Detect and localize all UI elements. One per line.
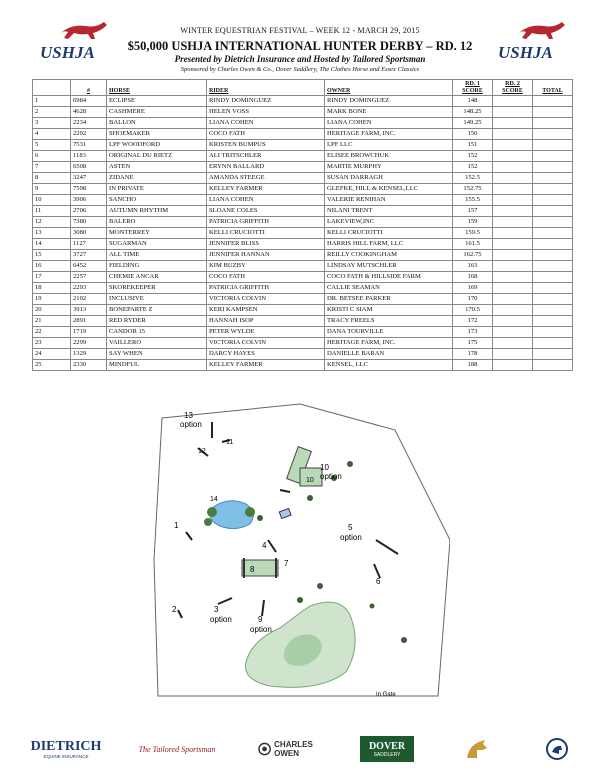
rd1-score-cell: 188 — [453, 360, 493, 371]
horse-head-icon — [461, 738, 491, 760]
jump-6-label: 6 — [376, 577, 381, 586]
owner-cell: KRISTI C SIAM — [325, 305, 453, 316]
table-row — [33, 217, 573, 228]
jump-12-label: 12 — [198, 448, 206, 455]
horse-cell: SUGARMAN — [107, 239, 207, 250]
table-row — [33, 349, 573, 360]
rd2-score-cell — [493, 184, 533, 195]
rider-cell: PETER WYLDE — [207, 327, 325, 338]
rd2-score-cell — [493, 272, 533, 283]
place-cell: 23 — [33, 338, 71, 349]
jump-3-option: option — [210, 615, 232, 624]
rd2-score-cell — [493, 107, 533, 118]
rider-cell: KELLI CRUCIOTTI — [207, 228, 325, 239]
rd1-score-cell: 148.25 — [453, 107, 493, 118]
table-row — [33, 162, 573, 173]
table-row — [33, 294, 573, 305]
rider-cell: JENNIFER HANNAN — [207, 250, 325, 261]
table-row — [33, 107, 573, 118]
rd2-score-cell — [493, 118, 533, 129]
charles-owen-emblem-icon — [258, 742, 271, 756]
owner-cell: DANIELLE BARAN — [325, 349, 453, 360]
place-cell: 20 — [33, 305, 71, 316]
total-cell — [533, 360, 573, 371]
rd1-score-cell: 148 — [453, 96, 493, 107]
owner-cell: HARRIS HILL FARM, LLC — [325, 239, 453, 250]
col-place — [33, 80, 71, 96]
total-cell — [533, 151, 573, 162]
rider-cell: SLOANE COLES — [207, 206, 325, 217]
col-total: TOTAL — [533, 80, 573, 96]
bank-8 — [242, 560, 278, 576]
place-cell: 13 — [33, 228, 71, 239]
rd1-score-cell: 175 — [453, 338, 493, 349]
col-owner: OWNER — [325, 80, 453, 96]
rd2-score-cell — [493, 217, 533, 228]
table-row — [33, 118, 573, 129]
total-cell — [533, 316, 573, 327]
table-row — [33, 173, 573, 184]
total-cell — [533, 250, 573, 261]
bib-number-cell: 2293 — [71, 283, 107, 294]
place-cell: 22 — [33, 327, 71, 338]
total-cell — [533, 173, 573, 184]
total-cell — [533, 283, 573, 294]
owner-cell: LINDSAY MUTSCHLER — [325, 261, 453, 272]
table-row — [33, 327, 573, 338]
table-header-row — [33, 80, 573, 96]
rd1-score-cell: 159 — [453, 217, 493, 228]
results-table — [32, 79, 573, 371]
jump-9-label: 9 — [258, 615, 263, 624]
horse-cell: AUTUMN RHYTHM — [107, 206, 207, 217]
rider-cell: VICTORIA COLVIN — [207, 294, 325, 305]
owner-cell: ELISEE BROWCHUK — [325, 151, 453, 162]
owner-cell: REILLY COOKINGHAM — [325, 250, 453, 261]
jump-5-option: option — [340, 533, 362, 542]
owner-cell: TRACY FREELS — [325, 316, 453, 327]
owner-cell: DANA TOURVILLE — [325, 327, 453, 338]
jump-9-option: option — [250, 625, 272, 634]
owner-cell: KENSEL, LLC — [325, 360, 453, 371]
table-row — [33, 184, 573, 195]
total-cell — [533, 239, 573, 250]
col-rd2-score: RD. 2 SCORE — [493, 80, 533, 96]
sponsor-strip — [0, 732, 600, 766]
table-row — [33, 261, 573, 272]
total-cell — [533, 338, 573, 349]
bib-number-cell: 4628 — [71, 107, 107, 118]
horse-cell: LPF WOODFORD — [107, 140, 207, 151]
rider-cell: KELLEY FARMER — [207, 184, 325, 195]
rd1-score-cell: 169 — [453, 283, 493, 294]
rider-cell: ERYNN BALLARD — [207, 162, 325, 173]
total-cell — [533, 118, 573, 129]
total-cell — [533, 162, 573, 173]
place-cell: 25 — [33, 360, 71, 371]
bib-number-cell: 3906 — [71, 195, 107, 206]
rd2-score-cell — [493, 151, 533, 162]
place-cell: 7 — [33, 162, 71, 173]
rd2-score-cell — [493, 360, 533, 371]
essex-seal-icon — [545, 737, 569, 761]
jump-2-label: 2 — [172, 605, 177, 614]
table-row — [33, 195, 573, 206]
bib-number-cell: 7380 — [71, 217, 107, 228]
bib-number-cell: 6452 — [71, 261, 107, 272]
total-cell — [533, 261, 573, 272]
owner-cell: MARK BONE — [325, 107, 453, 118]
jump-10-option: option — [320, 472, 342, 481]
sponsored-by-line: Sponsored by Charles Owen & Co., Dover Saddlery, The Clothes Horse and Essex Classics — [180, 66, 420, 73]
table-row — [33, 206, 573, 217]
bib-number-cell: 6508 — [71, 162, 107, 173]
rd2-score-cell — [493, 173, 533, 184]
col-rd1-score: RD. 1 SCORE — [453, 80, 493, 96]
table-row — [33, 316, 573, 327]
ushja-logo-left — [30, 20, 116, 62]
bib-number-cell: 3913 — [71, 305, 107, 316]
place-cell: 14 — [33, 239, 71, 250]
horse-cell: RED RYDER — [107, 316, 207, 327]
owner-cell: LIANA COHEN — [325, 118, 453, 129]
total-cell — [533, 129, 573, 140]
charles-owen-logo: CHARLES OWEN — [258, 732, 336, 766]
rider-cell: KERI KAMPSEN — [207, 305, 325, 316]
place-cell: 6 — [33, 151, 71, 162]
horse-cell: CHEMIE ANCAR — [107, 272, 207, 283]
total-cell — [533, 96, 573, 107]
horse-cell: ZIDANE — [107, 173, 207, 184]
horse-cell: BALLON — [107, 118, 207, 129]
horse-cell: VAILLERO — [107, 338, 207, 349]
horse-cell: ECLIPSE — [107, 96, 207, 107]
rd1-score-cell: 173 — [453, 327, 493, 338]
rd2-score-cell — [493, 283, 533, 294]
rider-cell: AMANDA STEEGE — [207, 173, 325, 184]
rd1-score-cell: 172 — [453, 316, 493, 327]
class-title: $50,000 USHJA INTERNATIONAL HUNTER DERBY – RD. 12 — [127, 39, 473, 53]
owner-cell: RINDY DOMINGUEZ — [325, 96, 453, 107]
rider-cell: DARCY HAYES — [207, 349, 325, 360]
jump-3-label: 3 — [214, 605, 219, 614]
table-row — [33, 250, 573, 261]
total-cell — [533, 107, 573, 118]
rd1-score-cell: 151 — [453, 140, 493, 151]
ushja-logo-left-text: USHJA — [40, 43, 95, 62]
owner-cell: HERITAGE FARM, INC. — [325, 129, 453, 140]
jump-1-label: 1 — [174, 521, 179, 530]
jump-8-label: 8 — [250, 565, 255, 574]
rider-cell: COCO FATH — [207, 272, 325, 283]
rider-cell: KRISTEN BUMPUS — [207, 140, 325, 151]
jump-13-option: option — [180, 420, 202, 429]
jump-14-label: 14 — [210, 496, 218, 503]
jump-4-label: 4 — [262, 541, 267, 550]
rd1-score-cell: 152 — [453, 162, 493, 173]
rider-cell: KIM BUZBY — [207, 261, 325, 272]
rider-cell: JENNIFER BLISS — [207, 239, 325, 250]
horse-cell: MONTERREY — [107, 228, 207, 239]
bib-number-cell: 2292 — [71, 129, 107, 140]
owner-cell: MARTIE MURPHY — [325, 162, 453, 173]
rider-cell: LIANA COHEN — [207, 195, 325, 206]
rd1-score-cell: 162.75 — [453, 250, 493, 261]
rider-cell: HELEN VOSS — [207, 107, 325, 118]
table-row — [33, 129, 573, 140]
bib-number-cell: 2102 — [71, 294, 107, 305]
owner-cell: VALERIE RENIHAN — [325, 195, 453, 206]
bib-number-cell: 2257 — [71, 272, 107, 283]
rider-cell: RINDY DOMINGUEZ — [207, 96, 325, 107]
table-row — [33, 272, 573, 283]
jump-13-label: 13 — [184, 411, 193, 420]
rider-cell: ALI TRITSCHLER — [207, 151, 325, 162]
horse-cell: FIELDING — [107, 261, 207, 272]
table-row — [33, 228, 573, 239]
col-rider: RIDER — [207, 80, 325, 96]
table-row — [33, 239, 573, 250]
rd2-score-cell — [493, 195, 533, 206]
rd1-score-cell: 157 — [453, 206, 493, 217]
rd1-score-cell: 159.5 — [453, 228, 493, 239]
table-row — [33, 338, 573, 349]
table-row — [33, 140, 573, 151]
jump-10-label: 10 — [320, 463, 329, 472]
place-cell: 1 — [33, 96, 71, 107]
bib-number-cell: 2299 — [71, 338, 107, 349]
horse-cell: IN PRIVATE — [107, 184, 207, 195]
total-cell — [533, 184, 573, 195]
place-cell: 12 — [33, 217, 71, 228]
bib-number-cell: 2706 — [71, 206, 107, 217]
bib-number-cell: 7531 — [71, 140, 107, 151]
bib-number-cell: 7598 — [71, 184, 107, 195]
rd1-score-cell: 163 — [453, 261, 493, 272]
total-cell — [533, 217, 573, 228]
jump-5-label: 5 — [348, 523, 353, 532]
horse-cell: CANDOR 15 — [107, 327, 207, 338]
owner-cell: NILANI TRENT — [325, 206, 453, 217]
rd1-score-cell: 170.5 — [453, 305, 493, 316]
horse-cell: ASTEN — [107, 162, 207, 173]
rd2-score-cell — [493, 338, 533, 349]
rd1-score-cell: 150 — [453, 129, 493, 140]
horse-cell: INCLUSIVE — [107, 294, 207, 305]
rider-cell: KELLEY FARMER — [207, 360, 325, 371]
rd2-score-cell — [493, 239, 533, 250]
rd2-score-cell — [493, 327, 533, 338]
place-cell: 21 — [33, 316, 71, 327]
rd2-score-cell — [493, 250, 533, 261]
rd1-score-cell: 170 — [453, 294, 493, 305]
dietrich-logo: DIETRICH EQUINE INSURANCE — [30, 738, 102, 759]
tailored-sportsman-logo: The Tailored Sportsman — [138, 744, 216, 754]
bib-number-cell: 6984 — [71, 96, 107, 107]
total-cell — [533, 349, 573, 360]
owner-cell: HERITAGE FARM, INC. — [325, 338, 453, 349]
rider-cell: COCO FATH — [207, 129, 325, 140]
rd1-score-cell: 152.5 — [453, 173, 493, 184]
owner-cell: LAKEVIEW,INC — [325, 217, 453, 228]
horse-cell: SAY WHEN — [107, 349, 207, 360]
place-cell: 9 — [33, 184, 71, 195]
essex-classics-logo — [542, 732, 572, 766]
presented-by-line: Presented by Dietrich Insurance and Hosted by Tailored Sportsman — [174, 54, 426, 64]
horse-cell: SANCHO — [107, 195, 207, 206]
horse-cell: ORIGINAL DU RIETZ — [107, 151, 207, 162]
jump-11-label: 11 — [226, 439, 234, 446]
horse-cell: CASHMERE — [107, 107, 207, 118]
owner-cell: LPF LLC — [325, 140, 453, 151]
rd1-score-cell: 178 — [453, 349, 493, 360]
rider-cell: VICTORIA COLVIN — [207, 338, 325, 349]
event-week-line: WINTER EQUESTRIAN FESTIVAL – WEEK 12 - MARCH 29, 2015 — [180, 26, 420, 35]
total-cell — [533, 195, 573, 206]
place-cell: 19 — [33, 294, 71, 305]
rd1-score-cell: 152.75 — [453, 184, 493, 195]
rd2-score-cell — [493, 261, 533, 272]
bib-number-cell: 3247 — [71, 173, 107, 184]
jump-7-label: 7 — [284, 559, 289, 568]
place-cell: 4 — [33, 129, 71, 140]
bib-number-cell: 1183 — [71, 151, 107, 162]
owner-cell: KELLI CRUCIOTTI — [325, 228, 453, 239]
horse-cell: BALERO — [107, 217, 207, 228]
bib-number-cell: 1719 — [71, 327, 107, 338]
bib-number-cell: 1127 — [71, 239, 107, 250]
place-cell: 3 — [33, 118, 71, 129]
rd2-score-cell — [493, 162, 533, 173]
place-cell: 16 — [33, 261, 71, 272]
rider-cell: PATRICIA GRIFFITH — [207, 217, 325, 228]
rd2-score-cell — [493, 316, 533, 327]
rd2-score-cell — [493, 228, 533, 239]
rd2-score-cell — [493, 349, 533, 360]
rd2-score-cell — [493, 96, 533, 107]
owner-cell: DR. BETSEE PARKER — [325, 294, 453, 305]
table-row — [33, 283, 573, 294]
bib-number-cell: 2891 — [71, 316, 107, 327]
owner-cell: GLEFKE, HILL & KENSEL,LLC — [325, 184, 453, 195]
horse-cell: MINDFUL — [107, 360, 207, 371]
rd2-score-cell — [493, 206, 533, 217]
jump-10-bank-label: 10 — [306, 477, 314, 484]
table-row — [33, 305, 573, 316]
owner-cell: SUSAN DARRAGH — [325, 173, 453, 184]
owner-cell: COCO FATH & HILLSIDE FARM — [325, 272, 453, 283]
table-row — [33, 96, 573, 107]
rd1-score-cell: 155.5 — [453, 195, 493, 206]
clothes-horse-logo — [456, 732, 496, 766]
place-cell: 8 — [33, 173, 71, 184]
total-cell — [533, 327, 573, 338]
bib-number-cell: 1329 — [71, 349, 107, 360]
bib-number-cell: 3727 — [71, 250, 107, 261]
total-cell — [533, 272, 573, 283]
rd2-score-cell — [493, 129, 533, 140]
ushja-logo-right-text: USHJA — [498, 43, 553, 62]
total-cell — [533, 228, 573, 239]
horse-cell: BONEPARTE Z — [107, 305, 207, 316]
place-cell: 10 — [33, 195, 71, 206]
col-horse: HORSE — [107, 80, 207, 96]
place-cell: 2 — [33, 107, 71, 118]
total-cell — [533, 140, 573, 151]
horse-cell: ALL TIME — [107, 250, 207, 261]
bib-number-cell: 2234 — [71, 118, 107, 129]
ushja-logo-right — [488, 20, 574, 62]
rd1-score-cell: 168 — [453, 272, 493, 283]
rider-cell: LIANA COHEN — [207, 118, 325, 129]
dover-saddlery-logo: DOVER SADDLERY — [360, 736, 414, 762]
place-cell: 11 — [33, 206, 71, 217]
place-cell: 24 — [33, 349, 71, 360]
rider-cell: HANNAH ISOP — [207, 316, 325, 327]
table-row — [33, 151, 573, 162]
rd1-score-cell: 152 — [453, 151, 493, 162]
rd2-score-cell — [493, 305, 533, 316]
place-cell: 15 — [33, 250, 71, 261]
owner-cell: CALLIE SEAMAN — [325, 283, 453, 294]
horse-cell: SKOREKEEPER — [107, 283, 207, 294]
total-cell — [533, 294, 573, 305]
total-cell — [533, 305, 573, 316]
bib-number-cell: 2330 — [71, 360, 107, 371]
rd2-score-cell — [493, 294, 533, 305]
horse-cell: SHOEMAKER — [107, 129, 207, 140]
place-cell: 5 — [33, 140, 71, 151]
course-map — [150, 400, 450, 700]
rd1-score-cell: 149.25 — [453, 118, 493, 129]
in-gate-label: In Gate — [376, 692, 396, 698]
rider-cell: PATRICIA GRIFFITH — [207, 283, 325, 294]
place-cell: 18 — [33, 283, 71, 294]
total-cell — [533, 206, 573, 217]
rd2-score-cell — [493, 140, 533, 151]
table-row — [33, 360, 573, 371]
rd1-score-cell: 161.5 — [453, 239, 493, 250]
place-cell: 17 — [33, 272, 71, 283]
bib-number-cell: 3080 — [71, 228, 107, 239]
col-number: # — [71, 80, 107, 96]
